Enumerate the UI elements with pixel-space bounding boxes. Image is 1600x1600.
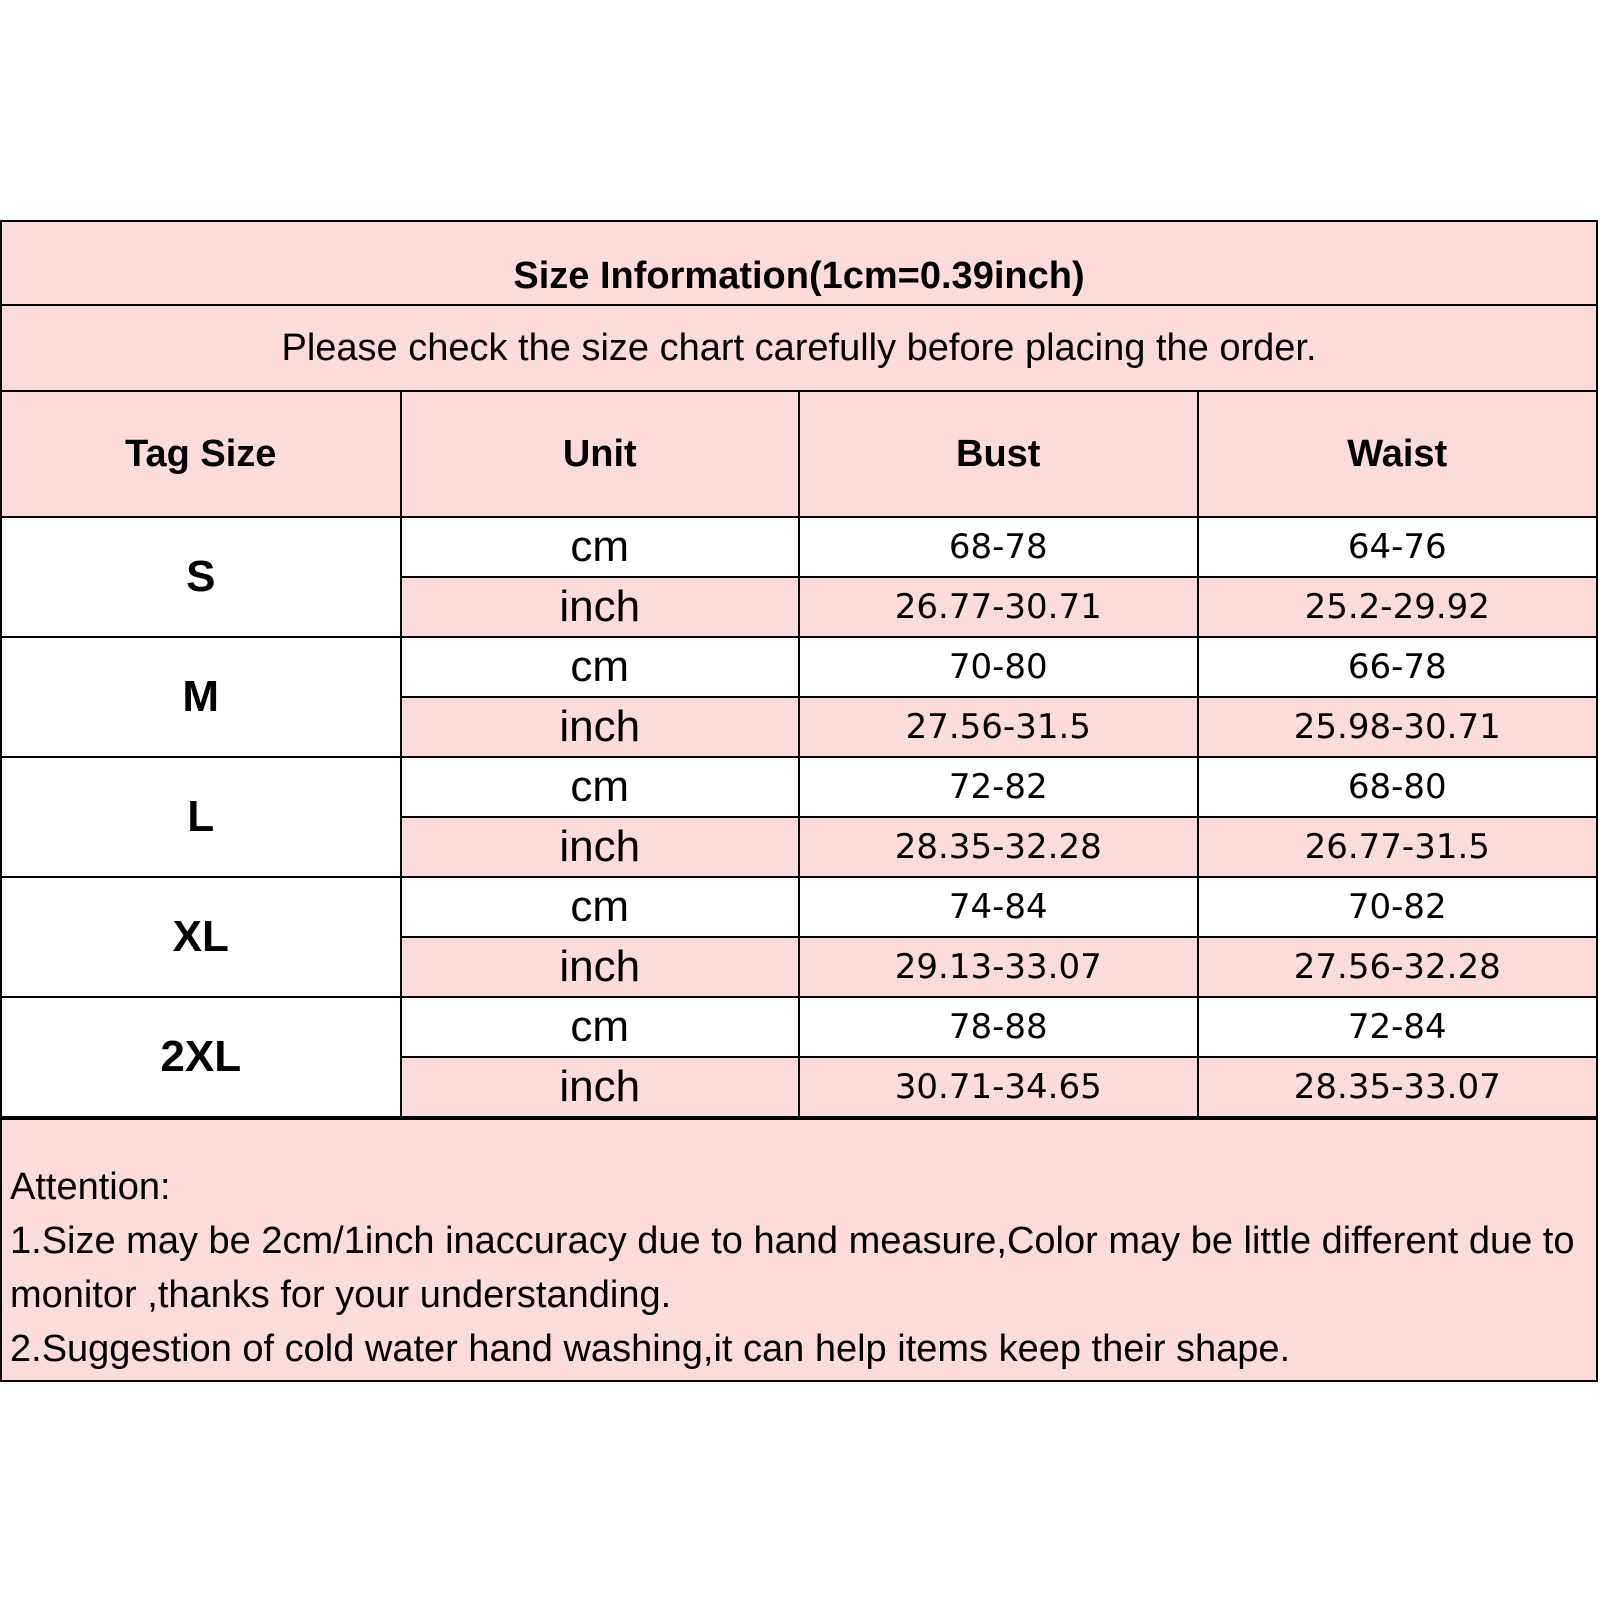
unit-cell: inch (401, 817, 800, 877)
waist-cell: 72-84 (1198, 997, 1597, 1057)
table-row (2, 757, 1596, 817)
bust-cell: 26.77-30.71 (799, 577, 1198, 637)
bust-cell: 70-80 (799, 637, 1198, 697)
tag-size-cell: L (2, 757, 401, 877)
waist-cell: 68-80 (1198, 757, 1597, 817)
unit-cell: inch (401, 697, 800, 757)
table-row (2, 517, 1596, 577)
waist-cell: 25.98-30.71 (1198, 697, 1597, 757)
tag-size-cell: M (2, 637, 401, 757)
waist-cell: 28.35-33.07 (1198, 1057, 1597, 1117)
size-chart (0, 220, 1598, 1382)
bust-cell: 78-88 (799, 997, 1198, 1057)
column-header-waist: Waist (1198, 392, 1597, 517)
unit-cell: inch (401, 1057, 800, 1117)
waist-cell: 27.56-32.28 (1198, 937, 1597, 997)
waist-cell: 25.2-29.92 (1198, 577, 1597, 637)
waist-cell: 66-78 (1198, 637, 1597, 697)
attention-note-1: 1.Size may be 2cm/1inch inaccuracy due to hand measure,Color may be little different due to monitor ,thanks for your understanding. (10, 1220, 1575, 1316)
waist-cell: 26.77-31.5 (1198, 817, 1597, 877)
tag-size-cell: 2XL (2, 997, 401, 1117)
column-header-bust: Bust (799, 392, 1198, 517)
unit-cell: cm (401, 997, 800, 1057)
bust-cell: 27.56-31.5 (799, 697, 1198, 757)
attention-note-2: 2.Suggestion of cold water hand washing,it can help items keep their shape. (10, 1328, 1291, 1370)
unit-cell: inch (401, 937, 800, 997)
table-header-row (2, 392, 1596, 517)
table-row (2, 877, 1596, 937)
waist-cell: 64-76 (1198, 517, 1597, 577)
size-table (2, 392, 1596, 1118)
bust-cell: 29.13-33.07 (799, 937, 1198, 997)
chart-subtitle: Please check the size chart carefully before placing the order. (2, 306, 1596, 392)
column-header-unit: Unit (401, 392, 800, 517)
unit-cell: cm (401, 757, 800, 817)
table-row (2, 997, 1596, 1057)
unit-cell: cm (401, 637, 800, 697)
table-row (2, 637, 1596, 697)
bust-cell: 74-84 (799, 877, 1198, 937)
attention-heading: Attention: (10, 1166, 171, 1208)
bust-cell: 28.35-32.28 (799, 817, 1198, 877)
bust-cell: 30.71-34.65 (799, 1057, 1198, 1117)
unit-cell: inch (401, 577, 800, 637)
attention-notes (2, 1118, 1596, 1380)
column-header-tag-size: Tag Size (2, 392, 401, 517)
bust-cell: 68-78 (799, 517, 1198, 577)
unit-cell: cm (401, 517, 800, 577)
tag-size-cell: XL (2, 877, 401, 997)
chart-title: Size Information(1cm=0.39inch) (2, 222, 1596, 306)
tag-size-cell: S (2, 517, 401, 637)
waist-cell: 70-82 (1198, 877, 1597, 937)
bust-cell: 72-82 (799, 757, 1198, 817)
unit-cell: cm (401, 877, 800, 937)
